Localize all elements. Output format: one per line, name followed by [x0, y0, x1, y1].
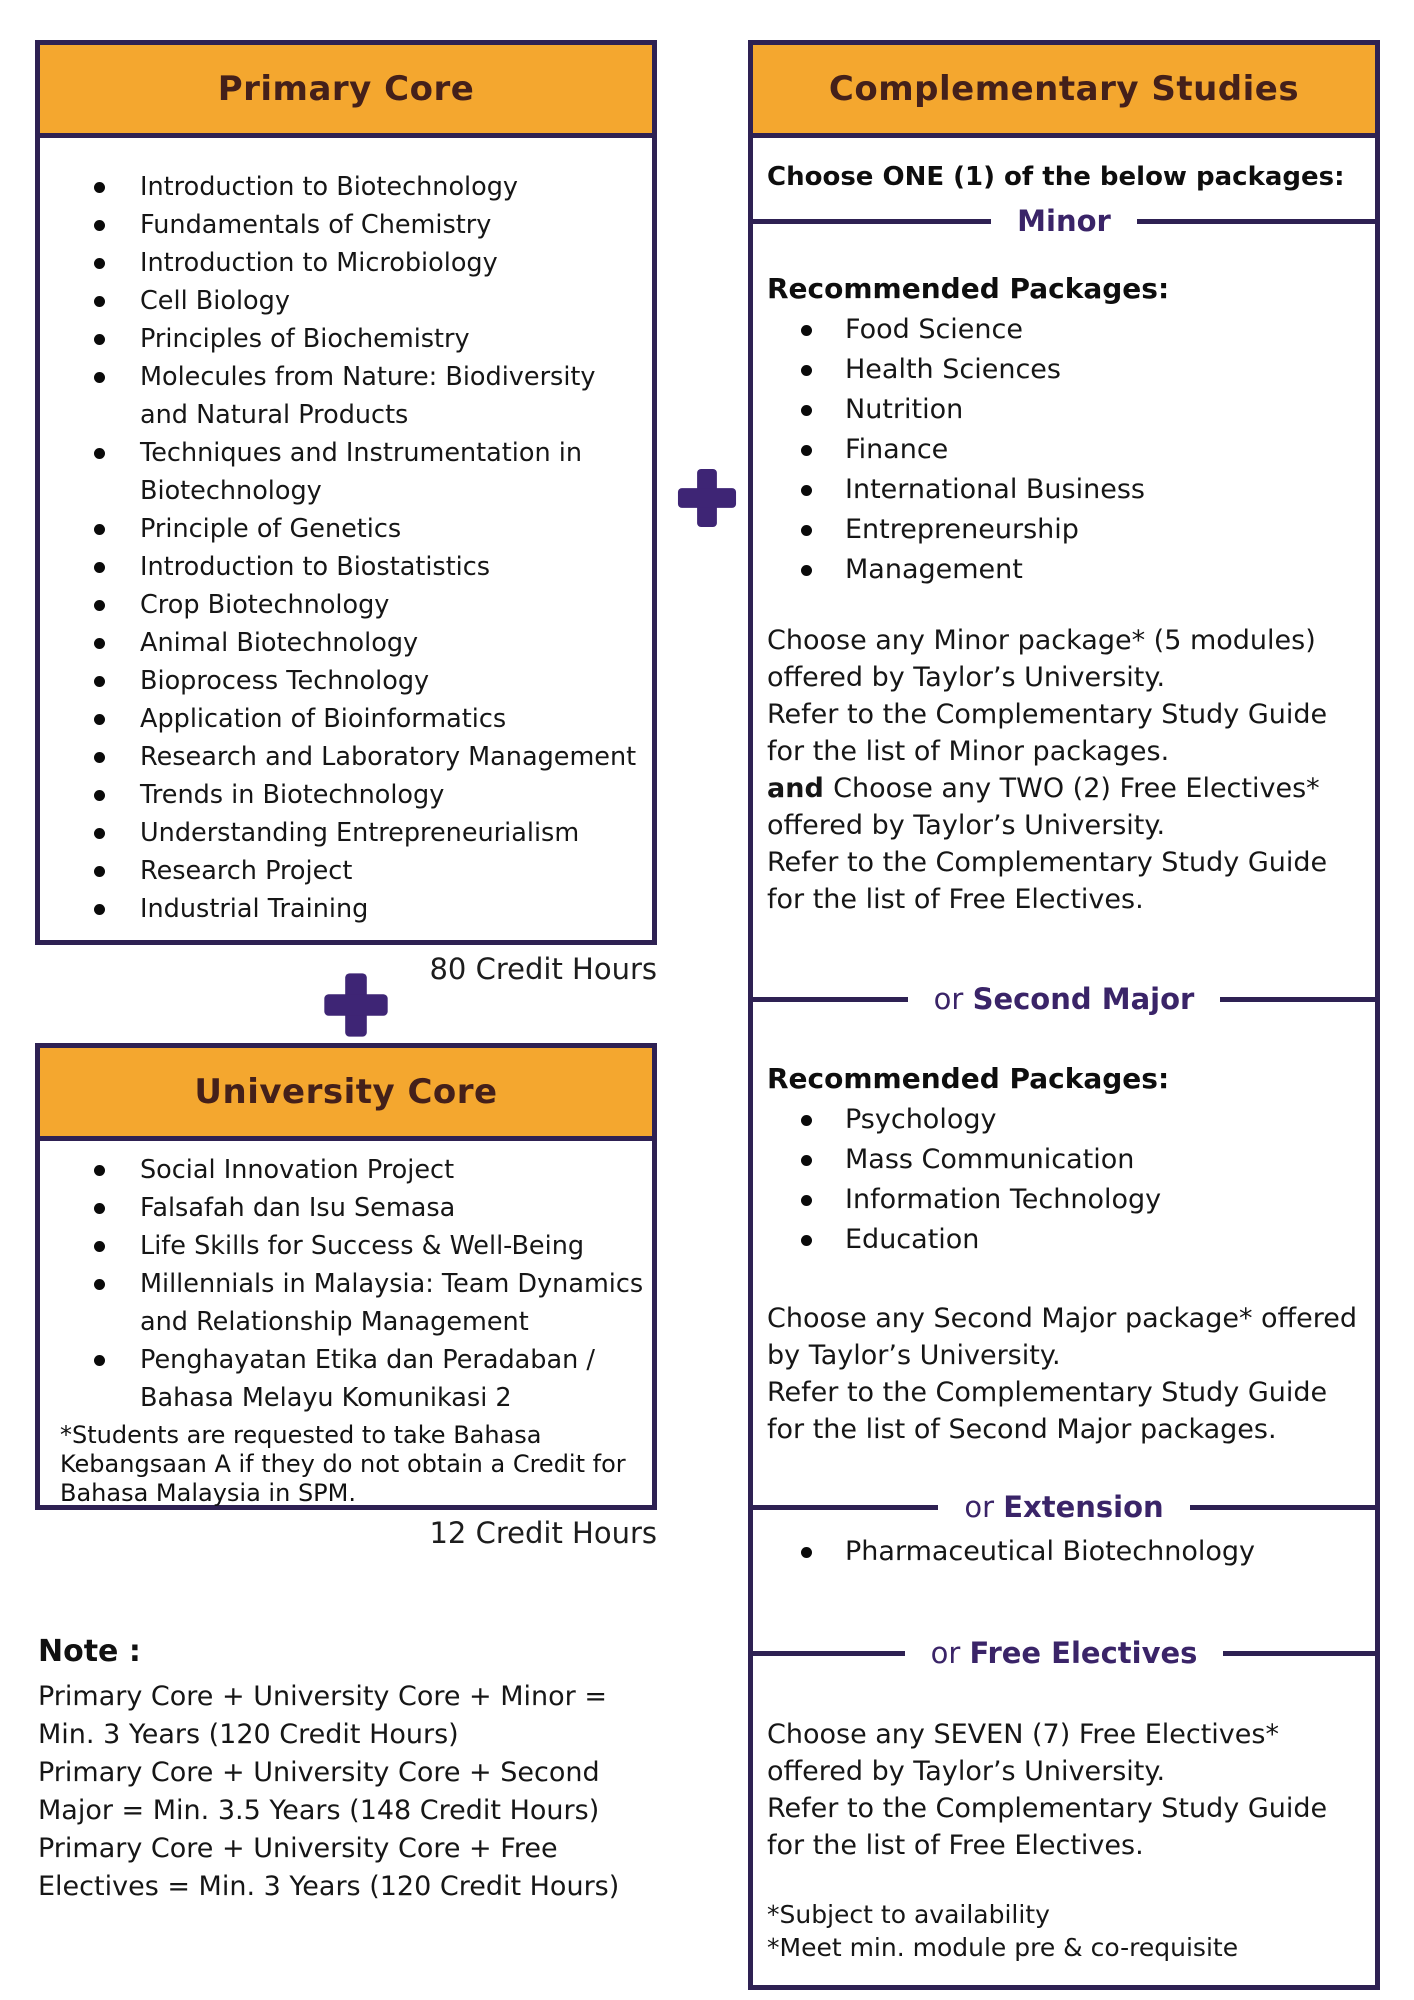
package-item: Health Sciences [753, 350, 1375, 390]
package-item: Management [753, 550, 1375, 590]
free-electives-divider-label [905, 1634, 1224, 1672]
module-item: Industrial Training [40, 890, 652, 928]
text-line: Choose any Second Major package* offered [767, 1303, 1358, 1334]
package-item: International Business [753, 470, 1375, 510]
package-item: Education [753, 1220, 1375, 1260]
second-major-divider [753, 980, 1375, 1018]
university-core-header [40, 1048, 652, 1141]
complementary-studies-box [748, 40, 1380, 1990]
module-item: Introduction to Biotechnology [40, 168, 652, 206]
text-line: Choose any SEVEN (7) Free Electives* [767, 1719, 1279, 1750]
free-electives-divider [753, 1634, 1375, 1672]
complementary-studies-header [753, 45, 1375, 138]
primary-core-module-list [40, 168, 652, 928]
module-item: Introduction to Biostatistics [40, 548, 652, 586]
and-line-rest: Choose any TWO (2) Free Electives* [833, 773, 1320, 804]
module-item: Bioprocess Technology [40, 662, 652, 700]
module-item: Life Skills for Success & Well-Being [40, 1227, 652, 1265]
package-item: Mass Communication [753, 1140, 1375, 1180]
module-item: Research and Laboratory Management [40, 738, 652, 776]
module-item: Understanding Entrepreneurialism [40, 814, 652, 852]
university-core-box [35, 1043, 657, 1510]
package-item: Finance [753, 430, 1375, 470]
text-line: Choose any Minor package* (5 modules) [767, 625, 1316, 656]
divider-prefix: or [964, 1490, 1004, 1524]
divider-line [753, 997, 908, 1002]
text-line: Refer to the Complementary Study Guide [767, 1793, 1328, 1824]
and-emphasis: and [767, 773, 834, 804]
divider-line [753, 219, 991, 224]
module-item: Falsafah dan Isu Semasa [40, 1189, 652, 1227]
note-line: Primary Core + University Core + Second [38, 1757, 600, 1788]
module-item: Animal Biotechnology [40, 624, 652, 662]
free-electives-instructions [753, 1716, 1375, 1864]
primary-core-credit-hours: 80 Credit Hours [429, 952, 657, 986]
package-item: Information Technology [753, 1180, 1375, 1220]
package-item: Entrepreneurship [753, 510, 1375, 550]
package-item: Pharmaceutical Biotechnology [753, 1532, 1375, 1572]
divider-label-text: Extension [1003, 1490, 1164, 1524]
minor-instructions [753, 622, 1375, 918]
second-major-package-list [753, 1100, 1375, 1260]
note-line: Major = Min. 3.5 Years (148 Credit Hours) [38, 1795, 600, 1826]
text-line: Refer to the Complementary Study Guide [767, 1377, 1328, 1408]
second-major-divider-label [908, 980, 1221, 1018]
text-line: for the list of Free Electives. [767, 884, 1144, 915]
module-item: Principles of Biochemistry [40, 320, 652, 358]
and-free-electives-line [767, 770, 1361, 807]
primary-core-header [40, 45, 652, 138]
module-item: Trends in Biotechnology [40, 776, 652, 814]
divider-line [1220, 997, 1375, 1002]
module-item: Molecules from Nature: Biodiversity and Natural Products [40, 358, 652, 434]
text-line: for the list of Minor packages. [767, 736, 1170, 767]
module-item: Cell Biology [40, 282, 652, 320]
divider-prefix: or [930, 1636, 970, 1670]
module-item: Introduction to Microbiology [40, 244, 652, 282]
availability-footnotes [753, 1898, 1375, 1964]
module-item: Application of Bioinformatics [40, 700, 652, 738]
primary-core-box [35, 40, 657, 945]
text-line: for the list of Free Electives. [767, 1830, 1144, 1861]
university-core-footnote [40, 1421, 652, 1508]
note-block [38, 1630, 678, 1906]
extension-divider [753, 1488, 1375, 1526]
text-line: Refer to the Complementary Study Guide [767, 699, 1328, 730]
minor-divider [753, 202, 1375, 240]
text-line: offered by Taylor’s University. [767, 1756, 1166, 1787]
module-item: Millennials in Malaysia: Team Dynamics and Relationship Management [40, 1265, 652, 1341]
divider-line [753, 1651, 905, 1656]
package-item: Food Science [753, 310, 1375, 350]
plus-icon [320, 966, 392, 1044]
module-item: Crop Biotechnology [40, 586, 652, 624]
university-core-module-list [40, 1151, 652, 1417]
module-item: Social Innovation Project [40, 1151, 652, 1189]
divider-label-text: Second Major [972, 982, 1195, 1016]
note-heading: Note : [38, 1634, 141, 1669]
primary-core-title: Primary Core [217, 69, 475, 109]
text-line: for the list of Second Major packages. [767, 1414, 1277, 1445]
recommended-packages-heading-second-major: Recommended Packages: [767, 1062, 1170, 1095]
text-line: offered by Taylor’s University. [767, 662, 1166, 693]
plus-icon [674, 462, 740, 534]
divider-prefix: or [933, 982, 973, 1016]
second-major-instructions [753, 1300, 1375, 1448]
text-line: offered by Taylor’s University. [767, 810, 1166, 841]
divider-line [1223, 1651, 1375, 1656]
note-line: Electives = Min. 3 Years (120 Credit Hours) [38, 1871, 620, 1902]
module-item: Research Project [40, 852, 652, 890]
extension-divider-label [938, 1488, 1189, 1526]
module-item: Fundamentals of Chemistry [40, 206, 652, 244]
footnote-line: *Students are requested to take Bahasa [60, 1421, 542, 1449]
module-item: Techniques and Instrumentation in Biotechnology [40, 434, 652, 510]
note-lines [38, 1678, 678, 1906]
divider-line [1190, 1505, 1375, 1510]
text-line: by Taylor’s University. [767, 1340, 1061, 1371]
text-line: Refer to the Complementary Study Guide [767, 847, 1328, 878]
divider-label-text: Free Electives [969, 1636, 1198, 1670]
complementary-studies-title: Complementary Studies [828, 69, 1300, 109]
package-item: Nutrition [753, 390, 1375, 430]
university-core-title: University Core [194, 1072, 498, 1112]
minor-instruction-lines [767, 622, 1361, 770]
minor-package-list [753, 310, 1375, 590]
divider-line [1137, 219, 1375, 224]
footnote-line: *Meet min. module pre & co-requisite [767, 1933, 1239, 1962]
divider-line [753, 1505, 938, 1510]
university-core-credit-hours: 12 Credit Hours [429, 1516, 657, 1550]
module-item: Principle of Genetics [40, 510, 652, 548]
footnote-line: Bahasa Malaysia in SPM. [60, 1479, 356, 1507]
extension-package-list [753, 1532, 1375, 1572]
module-item: Penghayatan Etika dan Peradaban / Bahasa Melayu Komunikasi 2 [40, 1341, 652, 1417]
note-line: Primary Core + University Core + Minor = [38, 1681, 607, 1712]
footnote-line: *Subject to availability [767, 1900, 1050, 1929]
choose-packages-line: Choose ONE (1) of the below packages: [767, 162, 1345, 192]
minor-instruction-lines-2 [767, 807, 1361, 918]
minor-divider-label [991, 202, 1137, 240]
recommended-packages-heading-minor: Recommended Packages: [767, 272, 1170, 305]
note-line: Min. 3 Years (120 Credit Hours) [38, 1719, 459, 1750]
footnote-line: Kebangsaan A if they do not obtain a Credit for [60, 1450, 626, 1478]
complementary-studies-body [753, 158, 1375, 1964]
note-line: Primary Core + University Core + Free [38, 1833, 558, 1864]
divider-label-text: Minor [1017, 204, 1111, 238]
package-item: Psychology [753, 1100, 1375, 1140]
